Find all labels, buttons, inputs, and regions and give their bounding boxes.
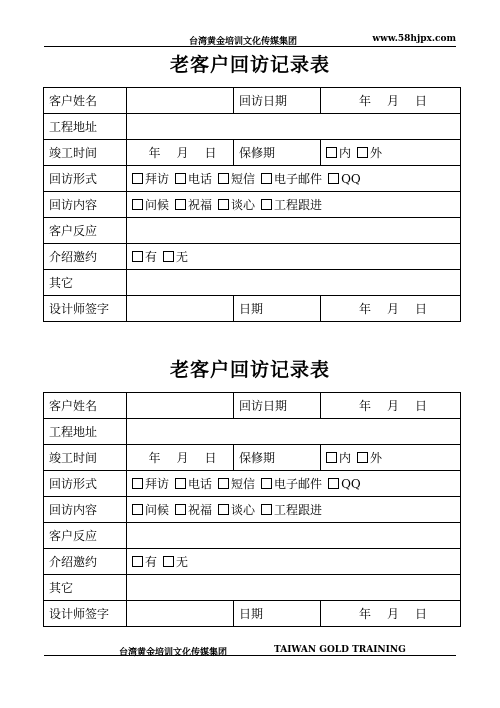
checkbox-icon[interactable] — [326, 452, 337, 463]
checkbox-option[interactable] — [326, 451, 351, 465]
row-completion — [44, 445, 461, 471]
checkbox-icon[interactable] — [218, 504, 229, 515]
feedback-label: 客户反应 — [44, 218, 127, 244]
checkbox-label: 祝福 — [188, 197, 213, 212]
checkbox-label: 电子邮件 — [274, 476, 323, 491]
checkbox-label: 拜访 — [145, 171, 170, 186]
checkbox-option[interactable] — [175, 172, 212, 186]
checkbox-icon[interactable] — [175, 173, 186, 184]
checkbox-icon[interactable] — [218, 173, 229, 184]
checkbox-label: 问候 — [145, 197, 170, 212]
row-signature — [44, 601, 461, 627]
checkbox-option[interactable] — [261, 503, 322, 517]
checkbox-label: 谈心 — [231, 197, 256, 212]
customer-name-field[interactable] — [127, 393, 234, 419]
date-part-2: 日 — [204, 145, 217, 160]
address-field[interactable] — [127, 419, 461, 445]
checkbox-label: 电话 — [188, 171, 213, 186]
checkbox-icon[interactable] — [357, 147, 368, 158]
header-website: www.58hjpx.com — [372, 34, 456, 44]
date-part-2: 日 — [204, 450, 217, 465]
checkbox-option[interactable] — [218, 172, 255, 186]
referral-options — [127, 549, 461, 575]
visit-record-table — [43, 87, 461, 322]
checkbox-label: 工程跟进 — [274, 197, 323, 212]
referral-options — [127, 244, 461, 270]
row-feedback — [44, 523, 461, 549]
checkbox-icon[interactable] — [326, 147, 337, 158]
checkbox-option[interactable] — [175, 477, 212, 491]
checkbox-option[interactable] — [175, 198, 212, 212]
checkbox-option[interactable] — [163, 250, 188, 264]
checkbox-icon[interactable] — [357, 452, 368, 463]
referral-label: 介绍邀约 — [44, 244, 127, 270]
checkbox-option[interactable] — [132, 250, 157, 264]
customer-name-label: 客户姓名 — [44, 88, 127, 114]
row-feedback — [44, 218, 461, 244]
checkbox-option[interactable] — [218, 503, 255, 517]
sign-date-field[interactable] — [321, 296, 461, 322]
checkbox-option[interactable] — [218, 477, 255, 491]
visit-content-label: 回访内容 — [44, 192, 127, 218]
completion-date-label: 竣工时间 — [44, 140, 127, 166]
visit-date-field[interactable] — [321, 88, 461, 114]
checkbox-label: 内 — [339, 450, 352, 465]
visit-date-label: 回访日期 — [234, 393, 321, 419]
row-referral — [44, 549, 461, 575]
checkbox-label: 外 — [370, 450, 383, 465]
other-label: 其它 — [44, 575, 127, 601]
checkbox-label: 外 — [370, 145, 383, 160]
checkbox-icon[interactable] — [328, 478, 339, 489]
checkbox-option[interactable] — [326, 146, 351, 160]
date-part-1: 月 — [386, 398, 399, 413]
checkbox-option[interactable] — [261, 198, 322, 212]
checkbox-option[interactable] — [132, 198, 169, 212]
sign-date-label: 日期 — [234, 601, 321, 627]
checkbox-label: 无 — [176, 249, 189, 264]
row-address — [44, 114, 461, 140]
warranty-label: 保修期 — [234, 140, 321, 166]
designer-signature-field[interactable] — [127, 601, 234, 627]
visit-method-label: 回访形式 — [44, 471, 127, 497]
date-part-2: 日 — [415, 93, 428, 108]
checkbox-icon[interactable] — [261, 504, 272, 515]
checkbox-label: 祝福 — [188, 502, 213, 517]
feedback-field[interactable] — [127, 218, 461, 244]
date-part-0: 年 — [358, 301, 371, 316]
row-visit-method — [44, 166, 461, 192]
referral-label: 介绍邀约 — [44, 549, 127, 575]
date-part-0: 年 — [358, 398, 371, 413]
row-visit-content — [44, 497, 461, 523]
checkbox-label: 短信 — [231, 476, 256, 491]
customer-name-field[interactable] — [127, 88, 234, 114]
checkbox-icon[interactable] — [163, 251, 174, 262]
checkbox-icon[interactable] — [175, 504, 186, 515]
visit-method-options — [127, 471, 461, 497]
form-title: 老客户回访记录表 — [169, 54, 330, 76]
address-label: 工程地址 — [44, 419, 127, 445]
checkbox-icon[interactable] — [132, 478, 143, 489]
checkbox-icon[interactable] — [175, 478, 186, 489]
date-part-2: 日 — [415, 398, 428, 413]
checkbox-option[interactable] — [132, 477, 169, 491]
checkbox-icon[interactable] — [132, 504, 143, 515]
customer-name-label: 客户姓名 — [44, 393, 127, 419]
designer-signature-label: 设计师签字 — [44, 296, 127, 322]
checkbox-label: 电子邮件 — [274, 171, 323, 186]
checkbox-icon[interactable] — [175, 199, 186, 210]
checkbox-icon[interactable] — [261, 173, 272, 184]
checkbox-option[interactable] — [328, 172, 361, 186]
checkbox-label: 谈心 — [231, 502, 256, 517]
date-part-2: 日 — [415, 606, 428, 621]
page-header — [44, 30, 456, 47]
other-label: 其它 — [44, 270, 127, 296]
other-field[interactable] — [127, 270, 461, 296]
feedback-label: 客户反应 — [44, 523, 127, 549]
checkbox-icon[interactable] — [132, 556, 143, 567]
checkbox-option[interactable] — [163, 555, 188, 569]
sign-date-label: 日期 — [234, 296, 321, 322]
warranty-options — [321, 445, 461, 471]
checkbox-icon[interactable] — [163, 556, 174, 567]
checkbox-label: 内 — [339, 145, 352, 160]
form-title: 老客户回访记录表 — [169, 359, 330, 381]
row-customer — [44, 393, 461, 419]
row-signature — [44, 296, 461, 322]
visit-date-field[interactable] — [321, 393, 461, 419]
other-field[interactable] — [127, 575, 461, 601]
completion-date-field[interactable] — [127, 140, 234, 166]
checkbox-option[interactable] — [357, 146, 382, 160]
warranty-label: 保修期 — [234, 445, 321, 471]
date-part-1: 月 — [176, 145, 189, 160]
page-footer — [44, 645, 456, 672]
checkbox-icon[interactable] — [132, 251, 143, 262]
checkbox-label: 电话 — [188, 476, 213, 491]
checkbox-label: 有 — [145, 249, 158, 264]
row-completion — [44, 140, 461, 166]
checkbox-option[interactable] — [328, 477, 361, 491]
row-visit-content — [44, 192, 461, 218]
checkbox-label: 问候 — [145, 502, 170, 517]
row-other — [44, 270, 461, 296]
visit-method-options — [127, 166, 461, 192]
designer-signature-field[interactable] — [127, 296, 234, 322]
completion-date-field[interactable] — [127, 445, 234, 471]
checkbox-option[interactable] — [357, 451, 382, 465]
checkbox-option[interactable] — [261, 477, 322, 491]
date-part-0: 年 — [358, 606, 371, 621]
warranty-options — [321, 140, 461, 166]
checkbox-icon[interactable] — [132, 173, 143, 184]
date-part-2: 日 — [415, 301, 428, 316]
feedback-field[interactable] — [127, 523, 461, 549]
checkbox-label: 无 — [176, 554, 189, 569]
designer-signature-label: 设计师签字 — [44, 601, 127, 627]
visit-content-options — [127, 192, 461, 218]
footer-org-name: 台湾黄金培训文化传媒集团 — [119, 648, 228, 658]
checkbox-icon[interactable] — [328, 173, 339, 184]
date-part-1: 月 — [386, 301, 399, 316]
row-referral — [44, 244, 461, 270]
checkbox-icon[interactable] — [218, 478, 229, 489]
checkbox-option[interactable] — [132, 503, 169, 517]
checkbox-option[interactable] — [132, 555, 157, 569]
date-part-1: 月 — [386, 606, 399, 621]
checkbox-option[interactable] — [132, 172, 169, 186]
row-visit-method — [44, 471, 461, 497]
row-customer — [44, 88, 461, 114]
checkbox-label: 拜访 — [145, 476, 170, 491]
checkbox-icon[interactable] — [218, 199, 229, 210]
address-field[interactable] — [127, 114, 461, 140]
checkbox-label: QQ — [341, 476, 361, 491]
footer-english-name: TAIWAN GOLD TRAINING — [274, 645, 406, 655]
checkbox-label: 有 — [145, 554, 158, 569]
date-part-1: 月 — [386, 93, 399, 108]
visit-content-label: 回访内容 — [44, 497, 127, 523]
checkbox-label: 工程跟进 — [274, 502, 323, 517]
checkbox-label: QQ — [341, 171, 361, 186]
visit-record-table — [43, 392, 461, 627]
checkbox-option[interactable] — [175, 503, 212, 517]
checkbox-icon[interactable] — [261, 478, 272, 489]
checkbox-icon[interactable] — [261, 199, 272, 210]
date-part-0: 年 — [148, 145, 161, 160]
address-label: 工程地址 — [44, 114, 127, 140]
row-address — [44, 419, 461, 445]
date-part-0: 年 — [358, 93, 371, 108]
checkbox-icon[interactable] — [132, 199, 143, 210]
visit-method-label: 回访形式 — [44, 166, 127, 192]
date-part-1: 月 — [176, 450, 189, 465]
checkbox-label: 短信 — [231, 171, 256, 186]
date-part-0: 年 — [148, 450, 161, 465]
completion-date-label: 竣工时间 — [44, 445, 127, 471]
checkbox-option[interactable] — [218, 198, 255, 212]
visit-date-label: 回访日期 — [234, 88, 321, 114]
row-other — [44, 575, 461, 601]
checkbox-option[interactable] — [261, 172, 322, 186]
visit-content-options — [127, 497, 461, 523]
header-org-name: 台湾黄金培训文化传媒集团 — [189, 37, 298, 47]
sign-date-field[interactable] — [321, 601, 461, 627]
